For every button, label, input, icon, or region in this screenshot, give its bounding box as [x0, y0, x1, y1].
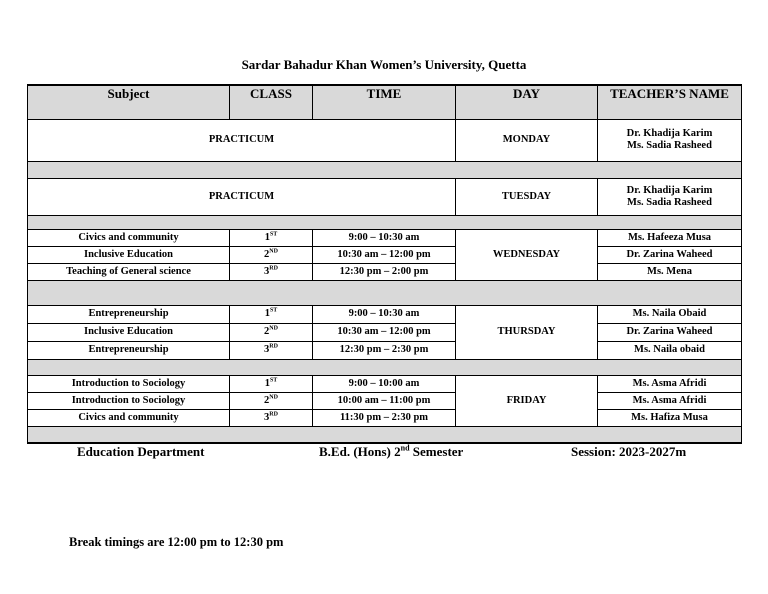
class-cell: 2ND [230, 246, 313, 263]
class-cell: 1ST [230, 375, 313, 392]
time-cell: 9:00 – 10:30 am [313, 305, 456, 323]
teacher-cell: Ms. Asma Afridi [598, 392, 742, 409]
subject-cell: Introduction to Sociology [28, 392, 230, 409]
header-time: TIME [313, 85, 456, 119]
header-teacher: TEACHER’S NAME [598, 85, 742, 119]
table-row [28, 392, 742, 409]
table-row [28, 305, 742, 323]
time-cell: 9:00 – 10:30 am [313, 229, 456, 246]
gap-row [28, 161, 742, 178]
subject-cell: Entrepreneurship [28, 341, 230, 359]
teacher-cell: Ms. Asma Afridi [598, 375, 742, 392]
table-row [28, 323, 742, 341]
time-cell: 10:00 am – 11:00 pm [313, 392, 456, 409]
table-row [28, 246, 742, 263]
tuesday-teachers [598, 178, 742, 215]
monday-teacher-1: Dr. Khadija Karim [626, 128, 713, 139]
teacher-cell: Ms. Hafeeza Musa [598, 229, 742, 246]
class-cell: 3RD [230, 341, 313, 359]
time-cell: 11:30 pm – 2:30 pm [313, 409, 456, 426]
table-row [28, 229, 742, 246]
header-class: CLASS [230, 85, 313, 119]
class-cell: 2ND [230, 392, 313, 409]
tuesday-teacher-1: Dr. Khadija Karim [626, 184, 713, 196]
tuesday-activity: PRACTICUM [28, 178, 456, 215]
thursday-day: THURSDAY [456, 305, 598, 359]
teacher-cell: Ms. Naila Obaid [598, 305, 742, 323]
teacher-cell: Dr. Zarina Waheed [598, 323, 742, 341]
class-cell: 3RD [230, 409, 313, 426]
program-label: B.Ed. (Hons) 2nd Semester [319, 443, 464, 459]
teacher-cell: Ms. Hafiza Musa [598, 409, 742, 426]
table-row [28, 341, 742, 359]
timetable [27, 84, 742, 444]
session-label: Session: 2023-2027m [571, 444, 687, 459]
class-cell: 1ST [230, 305, 313, 323]
monday-activity: PRACTICUM [28, 119, 456, 161]
monday-day: MONDAY [456, 119, 598, 161]
table-row [28, 409, 742, 426]
subject-cell: Introduction to Sociology [28, 375, 230, 392]
header-day: DAY [456, 85, 598, 119]
teacher-cell: Ms. Mena [598, 263, 742, 280]
table-row [28, 263, 742, 280]
class-cell: 2ND [230, 323, 313, 341]
gap-row [28, 359, 742, 375]
teacher-cell: Ms. Naila obaid [598, 341, 742, 359]
subject-cell: Inclusive Education [28, 246, 230, 263]
monday-teacher-2: Ms. Sadia Rasheed [627, 140, 712, 151]
friday-day: FRIDAY [456, 375, 598, 426]
tuesday-day: TUESDAY [456, 178, 598, 215]
time-cell: 10:30 am – 12:00 pm [313, 246, 456, 263]
monday-teachers [598, 119, 742, 161]
gap-row [28, 215, 742, 229]
monday-row [28, 119, 742, 161]
subject-cell: Civics and community [28, 229, 230, 246]
subject-cell: Inclusive Education [28, 323, 230, 341]
class-cell: 1ST [230, 229, 313, 246]
header-subject: Subject [28, 85, 230, 119]
time-cell: 9:00 – 10:00 am [313, 375, 456, 392]
table-row [28, 375, 742, 392]
class-cell: 3RD [230, 263, 313, 280]
subject-cell: Entrepreneurship [28, 305, 230, 323]
tuesday-row [28, 178, 742, 215]
subject-cell: Teaching of General science [28, 263, 230, 280]
break-note: Break timings are 12:00 pm to 12:30 pm [69, 535, 284, 549]
wednesday-day: WEDNESDAY [456, 229, 598, 280]
tuesday-teacher-2: Ms. Sadia Rasheed [627, 196, 712, 208]
time-cell: 10:30 am – 12:00 pm [313, 323, 456, 341]
teacher-cell: Dr. Zarina Waheed [598, 246, 742, 263]
time-cell: 12:30 pm – 2:00 pm [313, 263, 456, 280]
header-row [28, 85, 742, 119]
subject-cell: Civics and community [28, 409, 230, 426]
document-title: Sardar Bahadur Khan Women’s University, Quetta [241, 57, 527, 72]
gap-row [28, 426, 742, 443]
gap-row [28, 280, 742, 305]
department-label: Education Department [77, 444, 205, 459]
time-cell: 12:30 pm – 2:30 pm [313, 341, 456, 359]
